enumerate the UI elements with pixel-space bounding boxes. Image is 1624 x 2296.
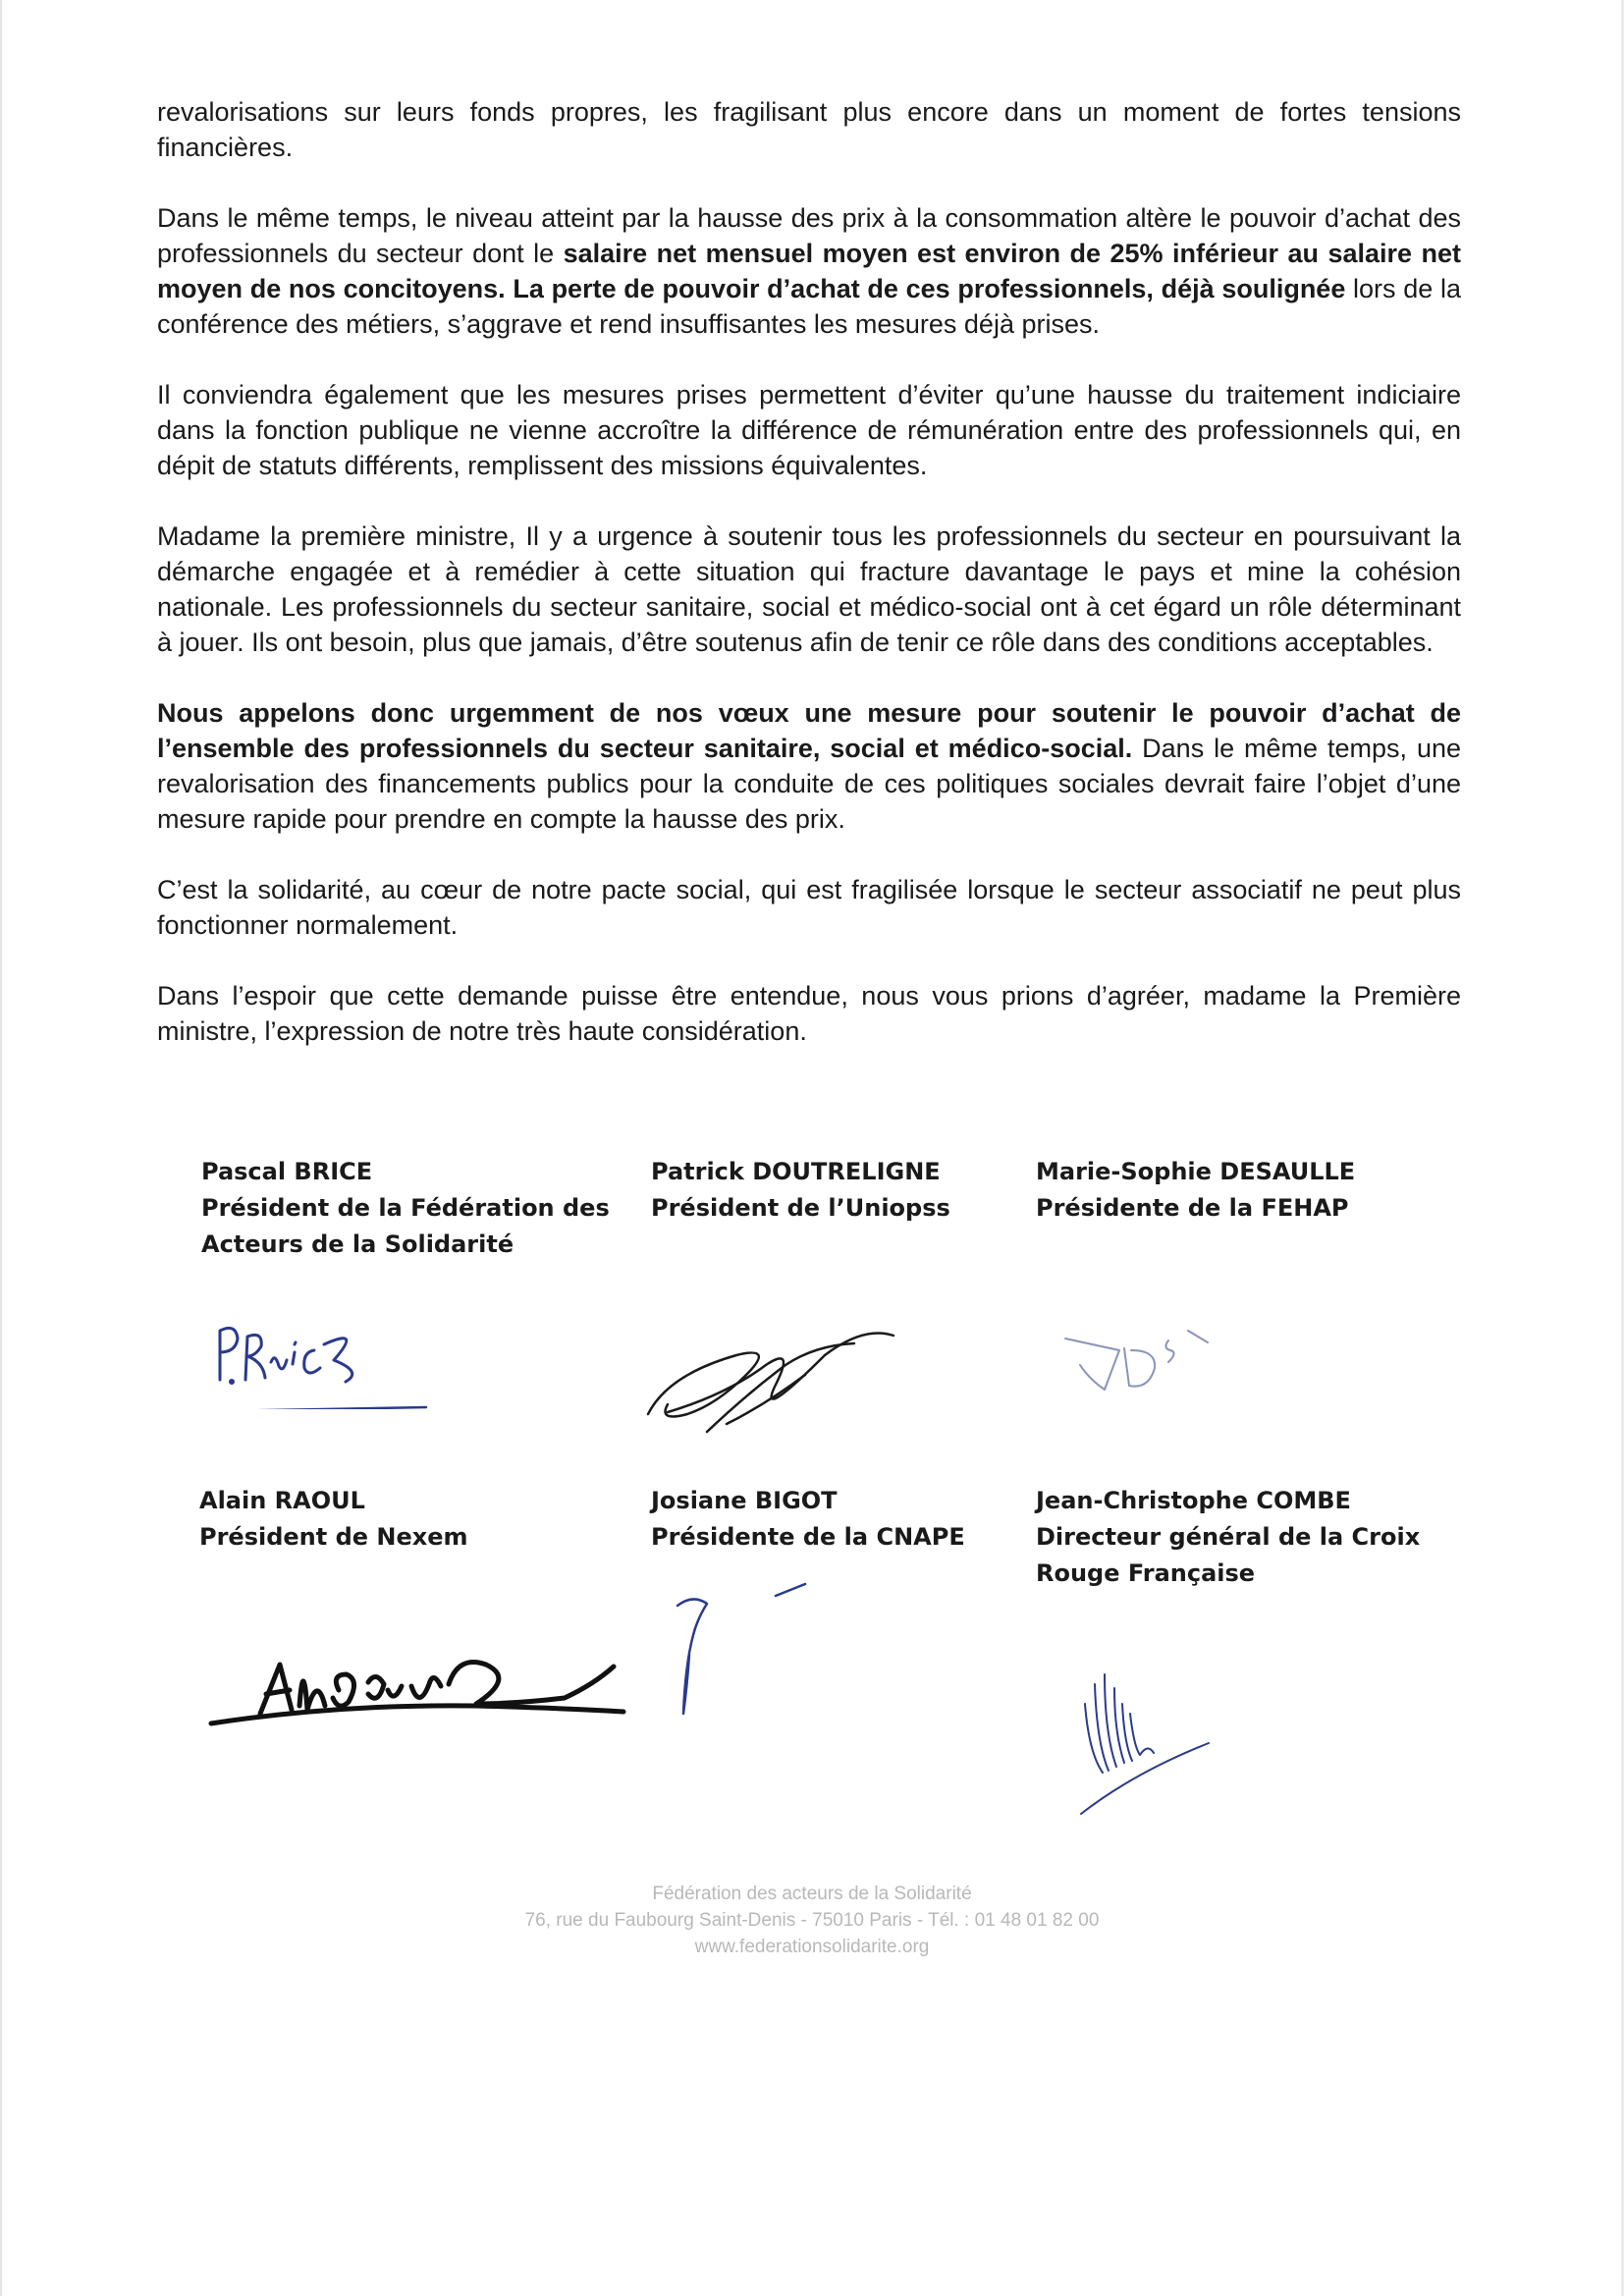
signatory-title: Acteurs de la Solidarité: [201, 1230, 514, 1258]
signatory-title: Directeur général de la Croix: [1036, 1523, 1421, 1551]
signatory-title: Présidente de la FEHAP: [1036, 1194, 1349, 1222]
signatory-name: Jean-Christophe COMBE: [1036, 1487, 1351, 1514]
signatory-doutreligne: [651, 1154, 1063, 1227]
letter-body: [157, 94, 1461, 1084]
paragraph: Dans l’espoir que cette demande puisse être entendue, nous vous prions d’agréer, madame la Première ministre, l’expression de notre très haute considération.: [157, 981, 1461, 1046]
letterhead-footer: [0, 1881, 1624, 1960]
signatory-desaulle: [1036, 1154, 1448, 1227]
signatory-combe: [1036, 1483, 1448, 1592]
paragraph: C’est la solidarité, au cœur de notre pacte social, qui est fragilisée lorsque le secteur associatif ne peut plus fonctionner normalement.: [157, 875, 1461, 940]
signatory-title: Président de la Fédération des: [201, 1194, 610, 1222]
signatory-bigot: [651, 1483, 1063, 1556]
signatory-title: Présidente de la CNAPE: [651, 1523, 965, 1551]
signatory-name: Patrick DOUTRELIGNE: [651, 1158, 941, 1185]
paragraph: [157, 200, 1461, 342]
paragraph-emphasis: Nous appelons donc urgemment de nos vœux une mesure pour soutenir le pouvoir d’achat de l’ensemble des professionnels du secteur sanitaire, social et médico-social.: [157, 698, 1461, 763]
signature-doutreligne-image: [628, 1306, 913, 1444]
signature-brice-image: [206, 1301, 442, 1409]
signature-bigot-image: [658, 1576, 825, 1723]
paragraph: [157, 695, 1461, 837]
signature-combe-image: [1075, 1665, 1222, 1817]
signatory-title: Président de l’Uniopss: [651, 1194, 950, 1222]
signatory-title: Président de Nexem: [199, 1523, 468, 1551]
paragraph-text: lors de la conférence des métiers, s’aggrave et rend insuffisantes les mesures déjà prises.: [157, 274, 1461, 339]
signatory-name: Pascal BRICE: [201, 1158, 373, 1185]
signatory-title: Rouge Française: [1036, 1559, 1256, 1587]
paragraph: revalorisations sur leurs fonds propres, les fragilisant plus encore dans un moment de fortes tensions financières.: [157, 97, 1461, 162]
signatory-name: Alain RAOUL: [199, 1487, 365, 1514]
signature-desaulle-image: [1060, 1321, 1257, 1409]
footer-website: www.federationsolidarite.org: [694, 1937, 930, 1957]
paragraph-emphasis: salaire net mensuel moyen est environ de 25% inférieur au salaire net moyen de nos concitoyens. La perte de pouvoir d’achat de ces professionnels, déjà soulignée: [157, 239, 1462, 303]
paragraph: Il conviendra également que les mesures prises permettent d’éviter qu’une hausse du traitement indiciaire dans la fonction publique ne vienne accroître la différence de rémunération entre des professionnels qui, en dépit de statuts différents, remplissent des missions équivalentes.: [157, 380, 1461, 480]
signature-raoul-image: [201, 1596, 643, 1743]
signatory-name: Marie-Sophie DESAULLE: [1036, 1158, 1356, 1185]
paragraph-text: Dans le même temps, une revalorisation des financements publics pour la conduite de ces politiques sociales devrait faire l’objet d’une mesure rapide pour prendre en compte la hausse des prix.: [157, 734, 1461, 834]
paragraph: Madame la première ministre, Il y a urgence à soutenir tous les professionnels du secteur en poursuivant la démarche engagée et à remédier à cette situation qui fracture davantage le pays et mine la cohésion nationale. Les professionnels du secteur sanitaire, social et médico-social ont à cet égard un rôle déterminant à jouer. Ils ont besoin, plus que jamais, d’être soutenus afin de tenir ce rôle dans des conditions acceptables.: [157, 521, 1461, 657]
signatory-brice: [201, 1154, 614, 1263]
signatory-name: Josiane BIGOT: [651, 1487, 838, 1514]
footer-address: 76, rue du Faubourg Saint-Denis - 75010 Paris - Tél. : 01 48 01 82 00: [524, 1910, 1100, 1931]
paragraph-text: Dans le même temps, le niveau atteint par la hausse des prix à la consommation altère le pouvoir d’achat des professionnels du secteur dont le: [157, 203, 1461, 268]
signatories: [0, 1154, 1624, 1841]
footer-organization: Fédération des acteurs de la Solidarité: [652, 1884, 972, 1904]
signatory-raoul: [199, 1483, 612, 1556]
